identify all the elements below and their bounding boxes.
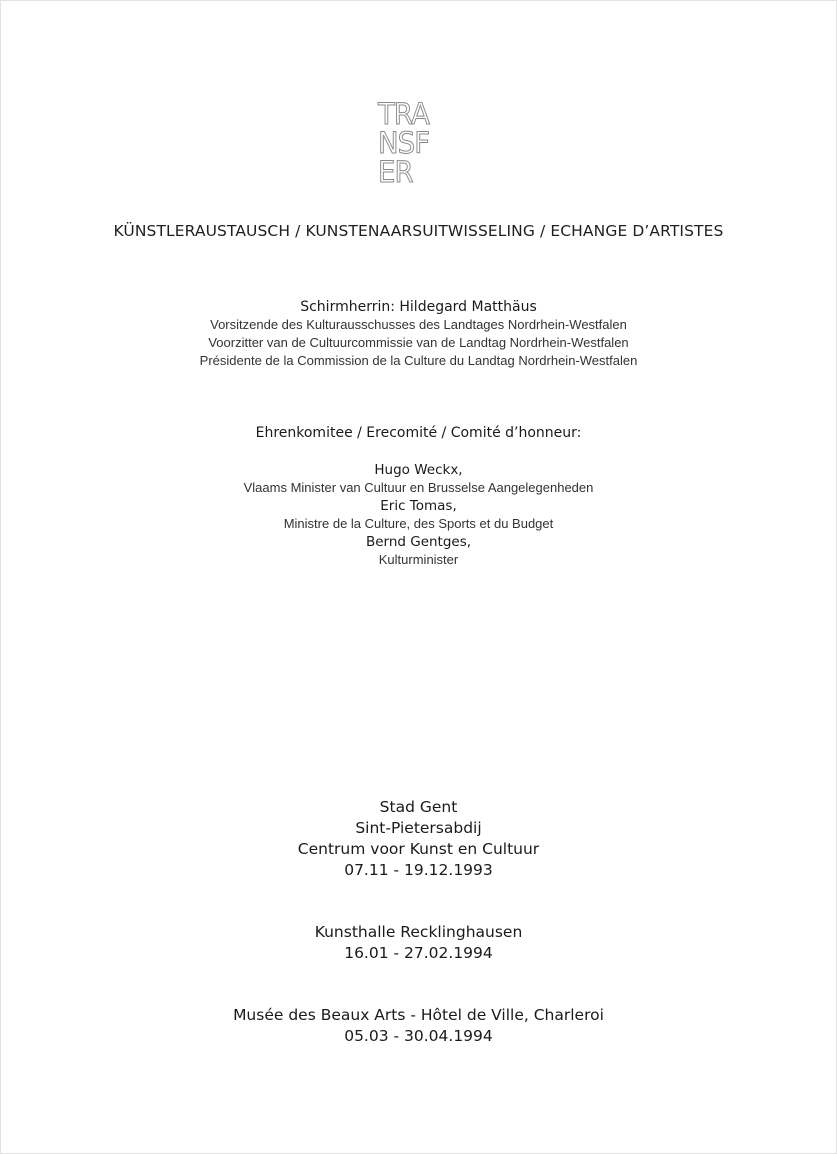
patron-role: Vorsitzende des Kulturausschusses des Landtages Nordrhein-Westfalen (210, 317, 627, 332)
venue-charleroi (0, 1005, 837, 1047)
committee-member-role: Vlaams Minister van Cultuur en Brusselse Aangelegenheden (243, 480, 594, 495)
honorary-committee (0, 424, 837, 569)
patron-role: Voorzitter van de Cultuurcommissie van de Landtag Nordrhein-Westfalen (208, 335, 629, 350)
venue-line: Sint-Pietersabdij (355, 819, 482, 837)
venue-recklinghausen (0, 922, 837, 964)
venue-line: Musée des Beaux Arts - Hôtel de Ville, Charleroi (233, 1006, 604, 1024)
committee-member-name: Eric Tomas, (380, 498, 457, 514)
venue-line: Stad Gent (379, 798, 458, 816)
transfer-logo (378, 97, 448, 189)
venue-line: Centrum voor Kunst en Cultuur (297, 840, 540, 858)
venue-dates: 16.01 - 27.02.1994 (344, 944, 493, 962)
logo-line: NSF (378, 126, 430, 160)
committee-heading: Ehrenkomitee / Erecomité / Comité d’honneur: (255, 425, 582, 441)
venue-dates: 07.11 - 19.12.1993 (344, 861, 493, 879)
committee-member-role: Kulturminister (378, 552, 459, 567)
logo-line: ER (378, 155, 413, 189)
logo-line: TRA (378, 97, 429, 131)
committee-member-role: Ministre de la Culture, des Sports et du Budget (283, 516, 554, 531)
venue-dates: 05.03 - 30.04.1994 (344, 1027, 493, 1045)
committee-member-name: Hugo Weckx, (374, 462, 463, 478)
venue-line: Kunsthalle Recklinghausen (314, 923, 523, 941)
venue-gent (0, 797, 837, 881)
patron-block (0, 298, 837, 370)
page-headline: KÜNSTLERAUSTAUSCH / KUNSTENAARSUITWISSELING / ECHANGE D’ARTISTES (113, 222, 724, 240)
patron-role: Présidente de la Commission de la Culture du Landtag Nordrhein-Westfalen (199, 353, 638, 368)
patron-name: Schirmherrin: Hildegard Matthäus (300, 299, 537, 315)
committee-member-name: Bernd Gentges, (365, 534, 472, 550)
